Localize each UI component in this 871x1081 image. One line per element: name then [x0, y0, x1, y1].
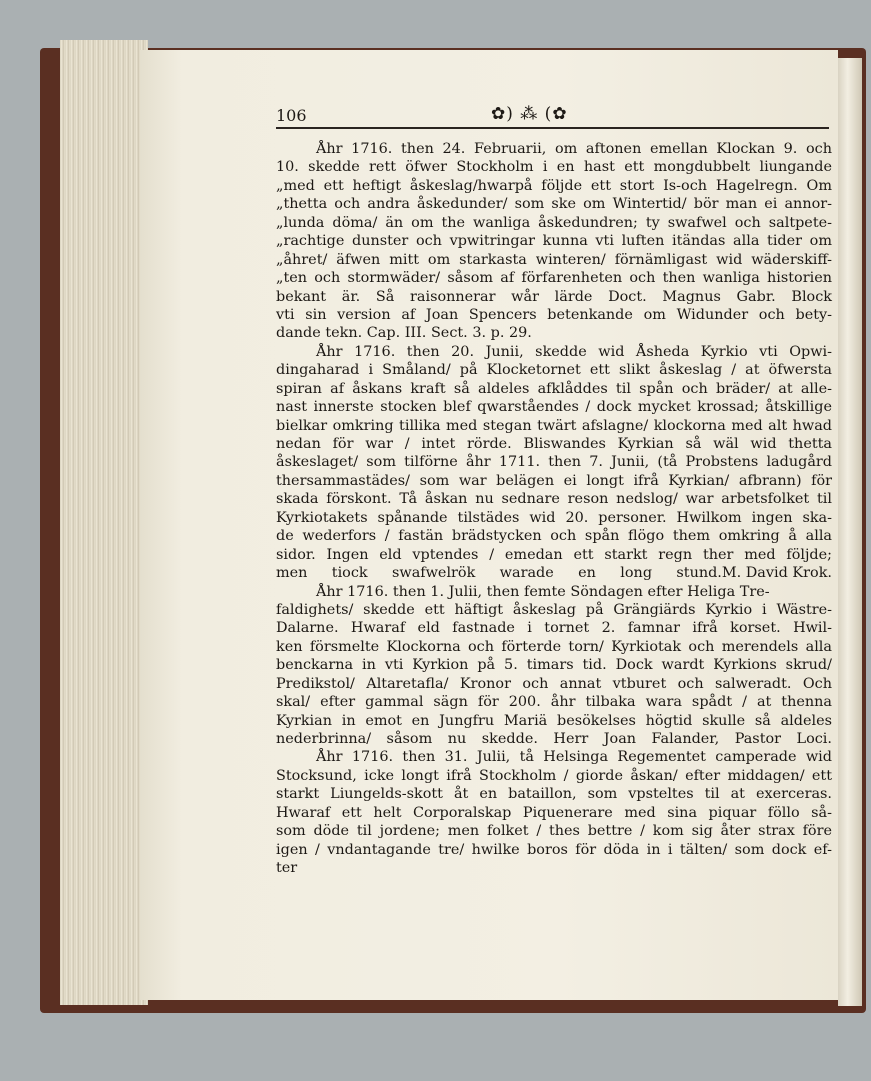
paragraph-2 [276, 343, 832, 583]
text-line: Kyrkiotakets spånande tilstädes wid 20. personer. Hwilkom ingen ska- [276, 509, 832, 526]
text-line: ken försmelte Klockorna och förterde torn/ Kyrkiotak och merendels alla [276, 638, 832, 655]
text-line: Stocksund, icke longt ifrå Stockholm / giorde åskan/ efter middagen/ ett [276, 767, 832, 784]
page-edges [60, 40, 148, 1005]
text-line: „ten och stormwäder/ såsom af förfarenheten och then wanliga historien [276, 270, 832, 287]
text-line: nedan för war / intet rörde. Bliswandes Kyrkian så wäl wid thetta [276, 436, 832, 452]
text-line: benckarna in vti Kyrkion på 5. timars tid. Dock wardt Kyrkions skrud/ [276, 657, 832, 674]
page-number: 106 [276, 106, 307, 125]
paragraph-1 [276, 140, 832, 343]
text-line: nederbrinna/ såsom nu skedde. Herr Joan Falander, Pastor Loci. [276, 731, 832, 747]
author-signature: M. David Krok. [721, 565, 832, 582]
text-line: åskeslaget/ som tilförne åhr 1711. then 7. Junii, (tå Probstens ladugård [276, 454, 832, 471]
text-line: faldighets/ skedde ett häftigt åskeslag på Grängiärds Kyrkio i Wästre- [276, 601, 832, 618]
text-line: „rachtige dunster och vpwitringar kunna vti luften itändas alla tider om [276, 233, 832, 250]
text-line: Hwaraf ett helt Corporalskap Piquenerare med sina piquar föllo så- [276, 804, 832, 821]
text-line: som döde til jordene; men folket / thes bettre / kom sig åter strax före [276, 823, 832, 840]
text-line: Åhr 1716. then 31. Julii, tå Helsinga Regementet camperade wid [316, 749, 832, 766]
header-ornament: ✿) ⁂ (✿ [491, 104, 568, 124]
header-rule [276, 127, 829, 129]
text-line: „med ett heftigt åskeslag/hwarpå följde ett stort Is-och Hagelregn. Om [276, 177, 832, 194]
text-line: igen / vndantagande tre/ hwilke boros för döda in i tälten/ som dock ef- [276, 841, 832, 858]
text-line: de wederfors / fastän brädstycken och spån flögo them omkring å alla [276, 528, 832, 545]
text-line: skal/ efter gammal sägn för 200. åhr tilbaka wara spådt / at thenna [276, 694, 832, 711]
paragraph-3 [276, 583, 832, 749]
text-line: starkt Liungelds-skott åt en bataillon, som vpsteltes til at exerceras. [276, 786, 832, 803]
text-line: Predikstol/ Altaretafla/ Kronor och annat vtburet och salweradt. Och [276, 675, 832, 692]
text-line: dingaharad i Småland/ på Klocketornet ett slikt åskeslag / at öfwersta [276, 362, 832, 379]
text-line: Åhr 1716. then 1. Julii, then femte Söndagen efter Heliga Tre- [316, 583, 770, 600]
text-line: men tiock swafwelrök warade en long stund. [276, 565, 722, 582]
text-line: nast innerste stocken blef qwarståendes / dock mycket krossad; åtskillige [276, 399, 832, 416]
text-line: spiran af åskans kraft så aldeles afklåddes til spån och bräder/ at alle- [276, 380, 832, 397]
text-line: vti sin version af Joan Spencers betenkande om Widunder och bety- [276, 306, 832, 323]
facing-page-edge [838, 58, 862, 1006]
page-body [276, 140, 832, 878]
text-line: bielkar omkring tillika med stegan twärt afslagne/ klockorna med alt hwad [276, 417, 832, 434]
text-line: Åhr 1716. then 20. Junii, skedde wid Åsheda Kyrkio vti Opwi- [316, 343, 832, 360]
text-line: „lunda döma/ än om the wanliga åskedundren; ty swafwel och saltpete- [276, 214, 832, 231]
text-line: skada förskont. Tå åskan nu sednare reson nedslog/ war arbetsfolket til [276, 491, 832, 508]
text-line: thersammastädes/ som war belägen ei longt ifrå Kyrkian/ afbrann) för [276, 472, 832, 489]
text-line: sidor. Ingen eld vptendes / emedan ett starkt regn ther med följde; [276, 546, 832, 563]
text-line-with-signature [276, 564, 832, 582]
text-line: dande tekn. Cap. III. Sect. 3. p. 29. [276, 325, 532, 342]
text-line: Dalarne. Hwaraf eld fastnade i tornet 2. famnar ifrå korset. Hwil- [276, 620, 832, 637]
paragraph-4 [276, 748, 832, 877]
catchword: ter [276, 860, 298, 877]
text-line: 10. skedde rett öfwer Stockholm i en hast ett mongdubbelt liungande [276, 159, 832, 176]
text-line: Åhr 1716. then 24. Februarii, om aftonen emellan Klockan 9. och [316, 141, 832, 157]
text-line: bekant är. Så raisonnerar wår lärde Doct. Magnus Gabr. Block [276, 288, 832, 305]
text-line: „åhret/ äfwen mitt om starkasta winteren/ förnämligast wid wäderskiff- [276, 251, 832, 268]
text-line: Kyrkian in emot en Jungfru Mariä besökelses högtid skulle så aldeles [276, 712, 832, 729]
text-line: „thetta och andra åskedunder/ som ske om Wintertid/ bör man ei annor- [276, 196, 832, 213]
